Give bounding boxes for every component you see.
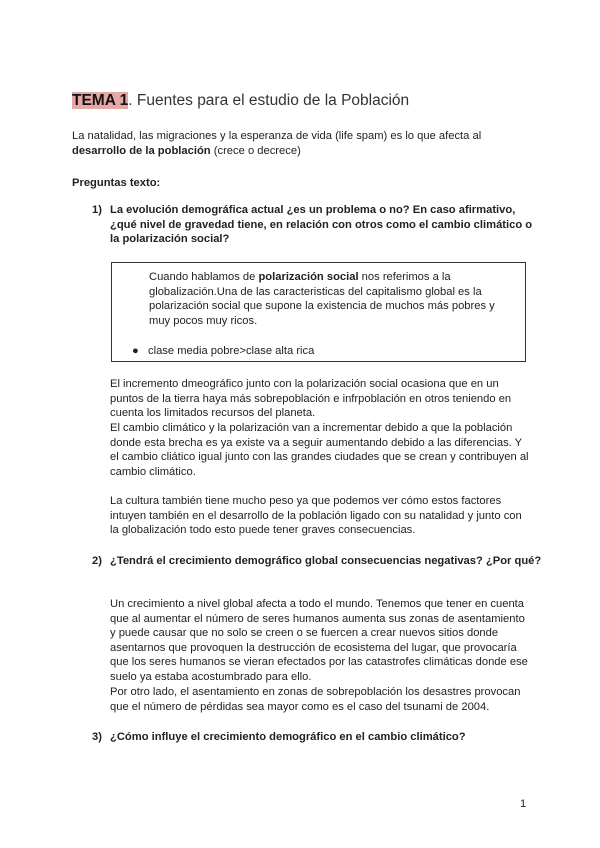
question-number: 1) — [92, 204, 102, 216]
page-title — [72, 92, 409, 110]
bullet-text: clase media pobre>clase alta rica — [148, 345, 315, 357]
intro-paragraph — [72, 129, 542, 158]
answer-1-paragraph-3: La cultura también tiene mucho peso ya que podemos ver cómo estos factores intuyen también en el desarrollo de la población ligado con su natalidad y junto con la globalización todo esto puede tener graves consecuencias. — [110, 495, 522, 537]
question-number: 2) — [92, 555, 102, 567]
question-2 — [92, 554, 542, 569]
answer-1-paragraph-1: El incremento dmeográfico junto con la polarización social ocasiona que en un puntos de la tierra haya más sobrepoblación e infrpoblación en otros teniendo en cuenta los limitados recursos del planeta. — [110, 378, 512, 420]
question-3 — [92, 730, 542, 745]
intro-line: La natalidad, las migraciones y la esperanza de vida (life spam) es lo que afecta al — [72, 130, 482, 142]
question-number: 3) — [92, 731, 102, 743]
title-text: . Fuentes para el estudio de la Población — [128, 92, 410, 109]
intro-bold: desarrollo de la población — [72, 144, 211, 157]
question-text: ¿Tendrá el crecimiento demográfico global consecuencias negativas? ¿Por qué? — [110, 555, 542, 567]
box-post: nos referimos a la globalización.Una de las caracteristicas del capitalismo global es la polarización social que supone la existencia de muchos más pobres y muy pocos muy ricos. — [149, 271, 495, 327]
box-pre: Cuando hablamos de — [149, 271, 259, 283]
bullet-icon: ● — [132, 345, 139, 357]
title-highlight: TEMA 1 — [72, 92, 129, 109]
intro-rest: (crece o decrece) — [210, 144, 301, 157]
answer-2-paragraph-1: Un crecimiento a nivel global afecta a todo el mundo. Tenemos que tener en cuenta que al aumentar el número de seres humanos aumenta sus zonas de asentamiento y puede causar que no solo se creen o se fuercen a crear nuevos sitios donde asentarnos que provoquen la destrucción de ecosistema del lugar, que provocaría que los seres humanos se vieran efectados por las catastrofes climáticas donde ese suelo ya estaba acostumbrado para ello. — [110, 598, 528, 683]
question-text: La evolución demográfica actual ¿es un problema o no? En caso afirmativo, ¿qué nivel de gravedad tiene, en relación con otros como el cambio climático o la polarización social? — [110, 204, 533, 246]
box-bullet-item — [132, 344, 314, 359]
question-text: ¿Cómo influye el crecimiento demográfico en el cambio climático? — [110, 731, 466, 743]
page-number: 1 — [520, 798, 527, 810]
answer-1-paragraph-2: El cambio climático y la polarización van a incrementar debido a que la población donde esta brecha es ya existe va a seguir aumentando debido a las diferencias. Y el cambio cliático igual junto con las grandes ciudades que se crean y contribuyen al cambio climático. — [110, 422, 529, 478]
highlight-box — [111, 262, 526, 362]
question-1 — [92, 203, 542, 247]
box-bold: polarización social — [258, 271, 359, 283]
section-label: Preguntas texto: — [72, 177, 161, 189]
answer-2-paragraph-2: Por otro lado, el asentamiento en zonas de sobrepoblación los desastres provocan que el número de pérdidas sea mayor como es el caso del tsunami de 2004. — [110, 686, 521, 713]
box-paragraph — [149, 270, 514, 328]
